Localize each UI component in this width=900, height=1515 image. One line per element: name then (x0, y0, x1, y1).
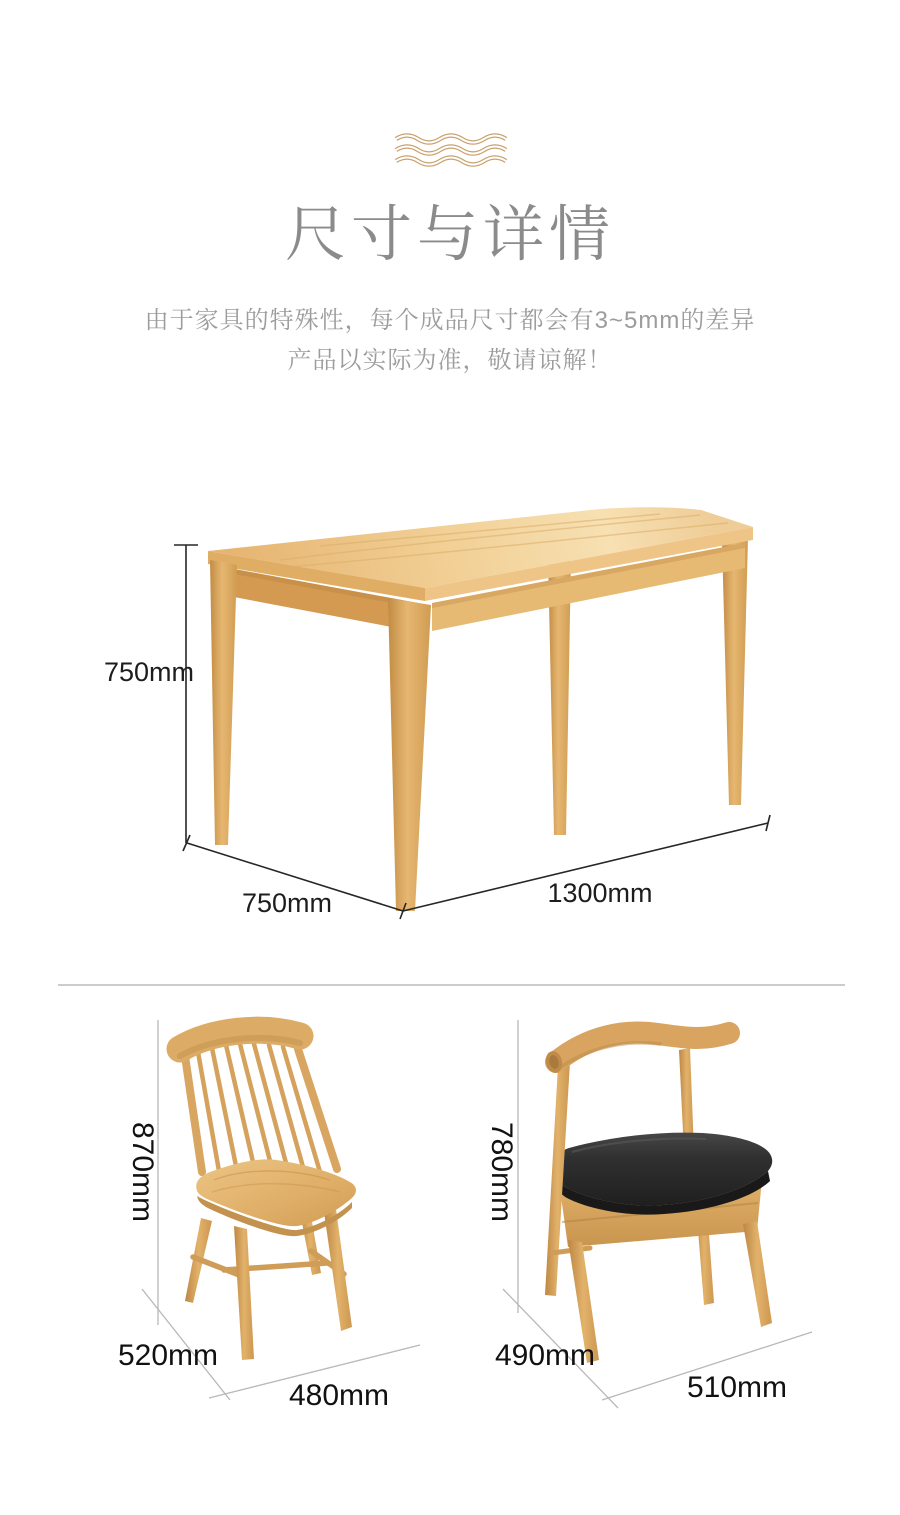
subtitle (0, 301, 900, 381)
triple-wave-icon (0, 0, 900, 200)
table-length-label: 1300mm (547, 878, 653, 908)
subtitle-line-2: 产品以实际为准，敬请谅解！ (287, 347, 613, 374)
horn-width-label: 510mm (686, 1371, 788, 1404)
chairs-figure (0, 1000, 900, 1440)
windsor-width-label: 480mm (288, 1379, 390, 1412)
section-divider (58, 984, 845, 986)
dining-table-figure (0, 470, 900, 940)
windsor-chair (180, 1030, 356, 1360)
page-title: 尺寸与详情 (284, 200, 615, 268)
table-height-label: 750mm (103, 657, 195, 687)
horn-chair-top-rail (544, 1032, 729, 1074)
wave-lines (396, 136, 506, 165)
subtitle-line-1: 由于家具的特殊性，每个成品尺寸都会有3~5mm的差异 (144, 307, 756, 334)
windsor-height-label: 870mm (126, 1121, 159, 1223)
table-depth-label: 750mm (241, 888, 333, 918)
horn-chair (544, 1032, 773, 1363)
windsor-depth-label: 520mm (117, 1339, 219, 1372)
horn-depth-label: 490mm (494, 1339, 596, 1372)
horn-height-label: 780mm (485, 1121, 518, 1223)
